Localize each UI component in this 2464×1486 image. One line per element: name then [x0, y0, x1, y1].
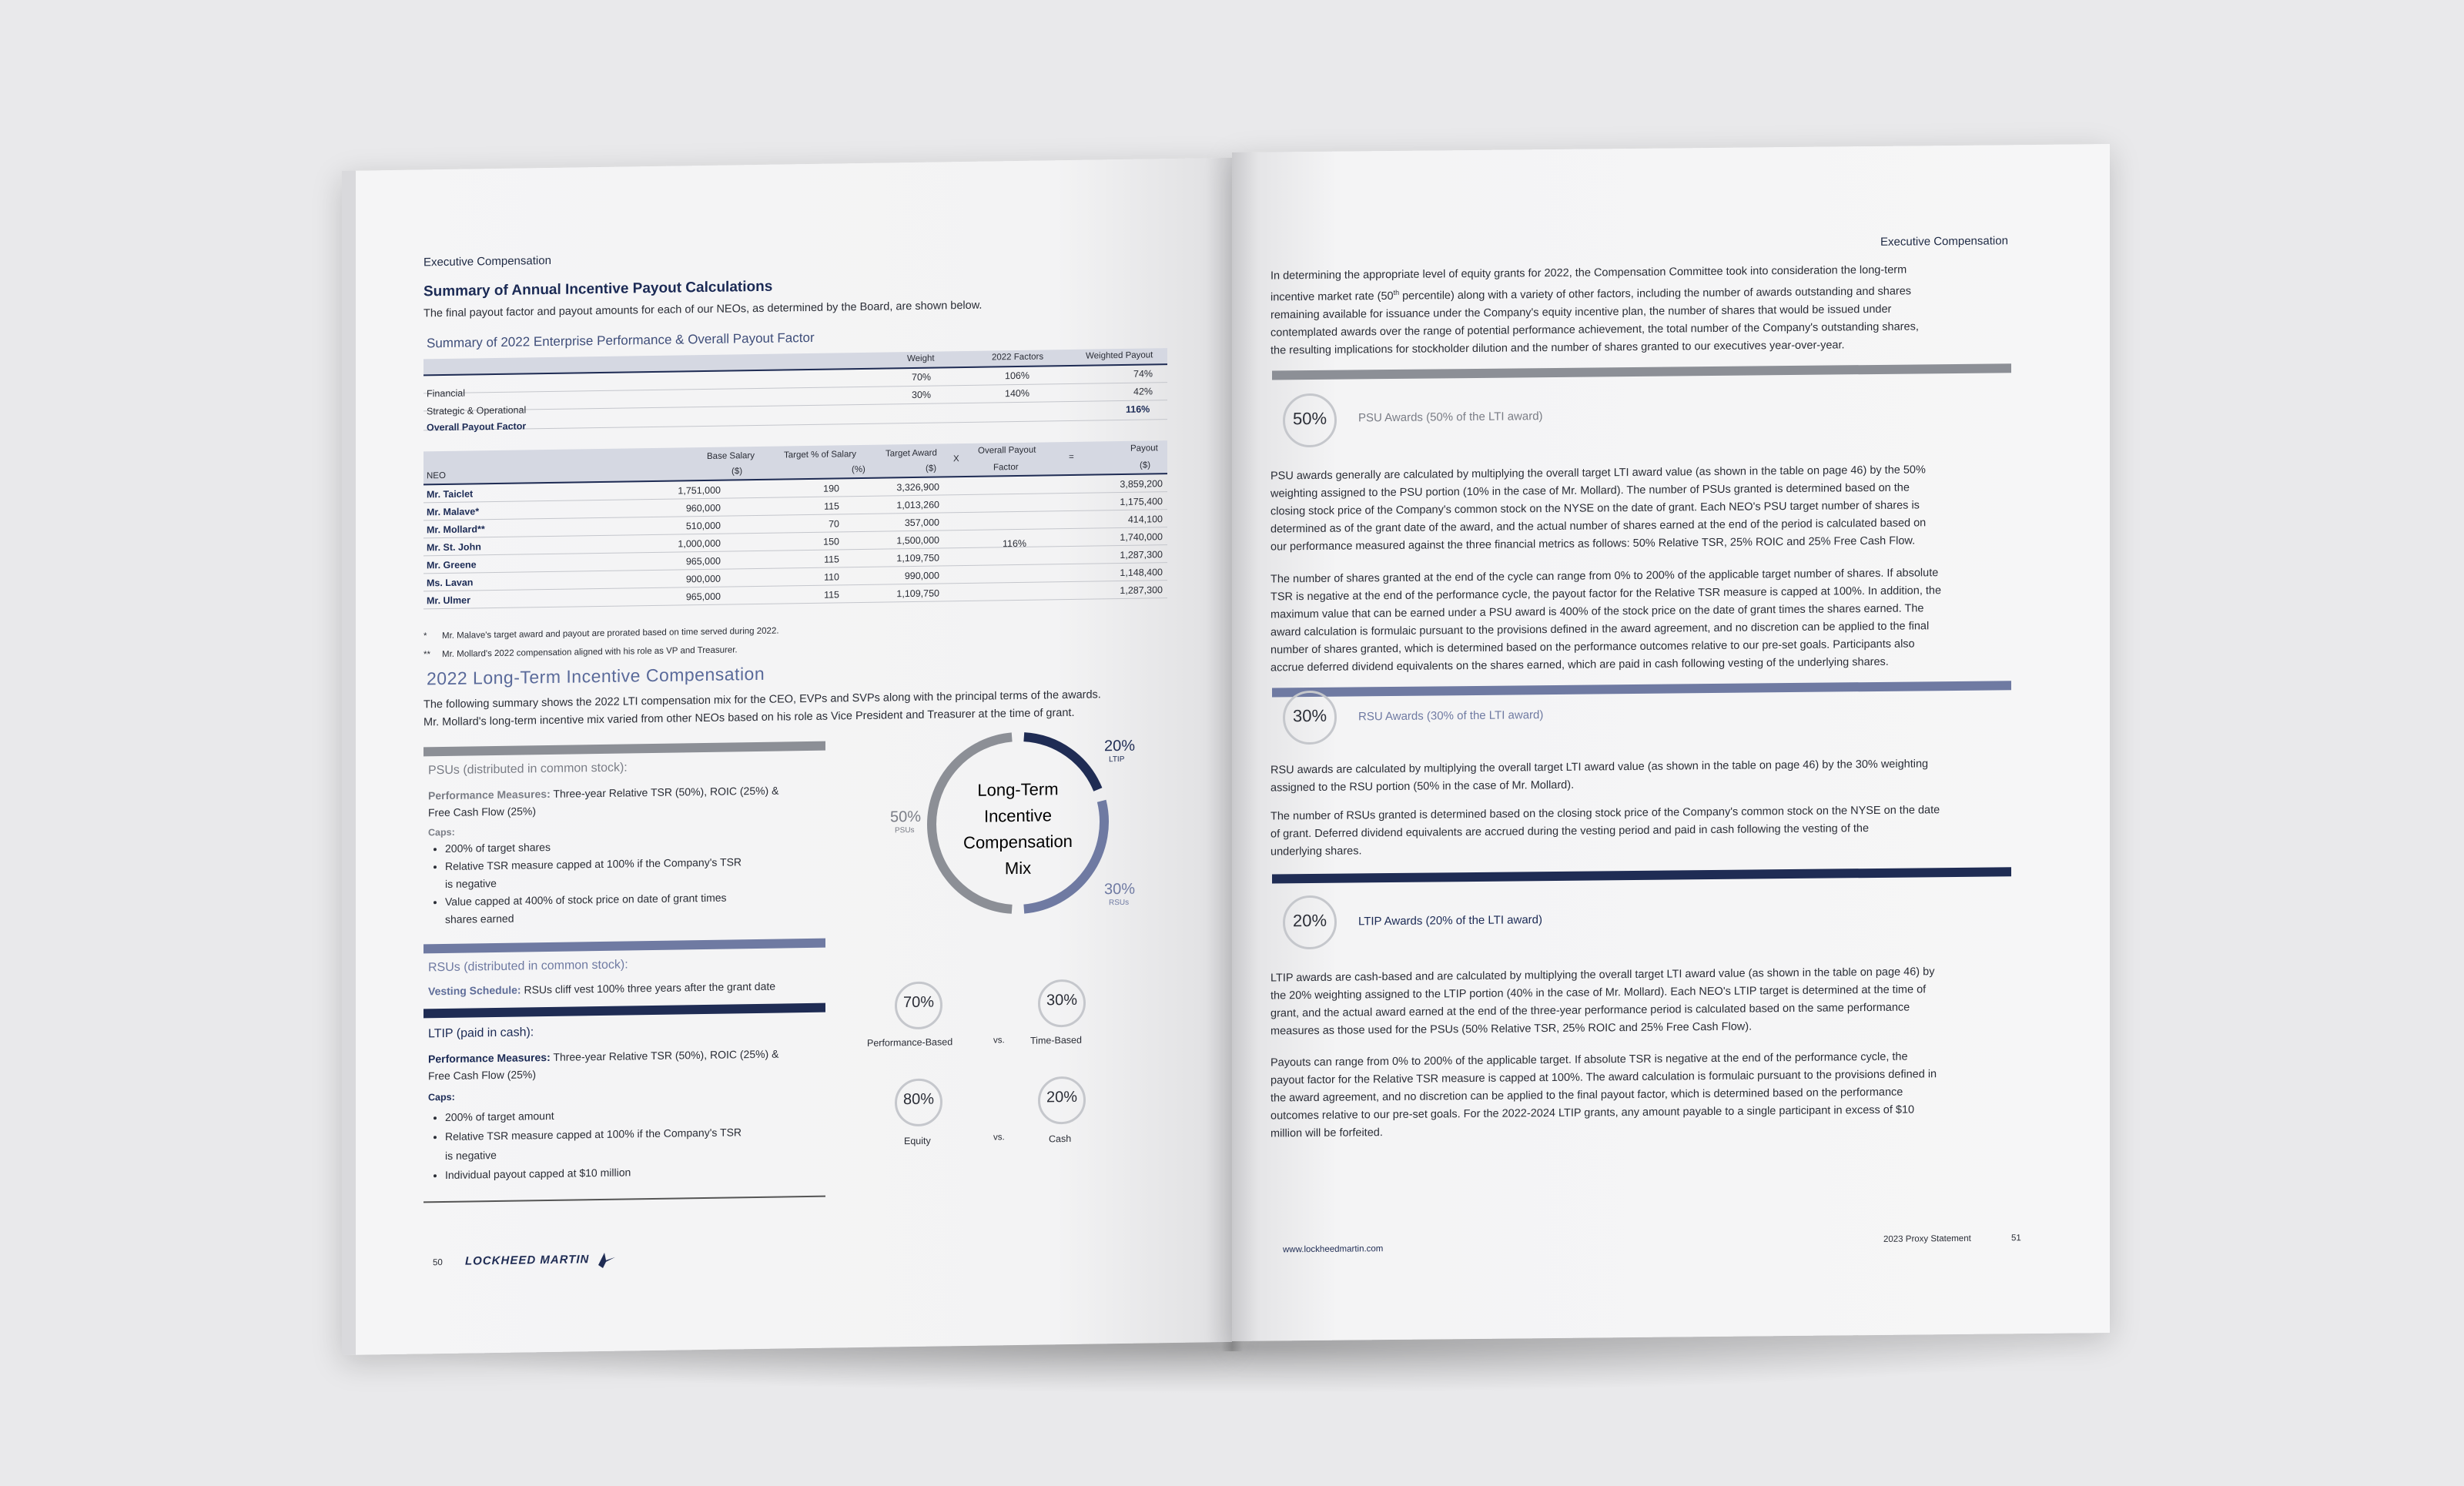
center-line-3: Compensation	[963, 831, 1073, 853]
ltip-section-bar	[1272, 867, 2011, 883]
psu-box-title: PSUs (distributed in common stock):	[428, 761, 628, 778]
page-header-right: Executive Compensation	[1880, 234, 2008, 249]
page-50: Executive Compensation Summary of Annual Incentive Payout Calculations The final payout factor and payout amounts for each of our NEOs, as determined by the Board, are shown below. Summary of 2022 Enterprise Performance & Overall Payout Factor Weight 2022 Factors Weighted Payout Financial 70% 106% 74% Strategic & Operational 30% 140% 42% Overall Payout Factor 116% NEO Base Salary ($) Target % of Salary (%) Target Award ($) X Overall Payout Factor = Payout ($) Mr. Taiclet 1,751,000 190 3,326,900 3,859,200 Mr. Malave* 960,000 115 1,013,260 1,175,400 Mr. Mollard** 510,000 70 357,000 414,100 Mr. St. John 1,000,000 150 1,500,000 1,740,000 Mr. Greene 965,000 115 1,109,750 1,287,300 Ms. Lavan 900,000 110 990,000 1,148,400 Mr. Ulmer 965,000 115 1,109,750 1,287,300 116% * Mr. Malave's target award and payout are prorated based on time served during 2022. ** Mr. Mollard's 2022 compensation aligned with his role as VP and Treasurer. 2022 Long-Term Incentive Compensation The following summary shows the 2022 LTI compensation mix for the CEO, EVPs and SVPs along with the principal terms of the awards. Mr. Mollard's long-term incentive mix varied from other NEOs based on his role as Vice President and Treasurer at the time of grant. PSUs (distributed in common stock): Performance Measures: Three-year Relative TSR (50%), ROIC (25%) & Free Cash Flow (25%) Caps: • 200% of target shares • Relative TSR measure capped at 100% if the Company's TSR is negative • Value capped at 400% of stock price on date of grant times shares earned RSUs (distributed in common stock): Vesting Schedule: RSUs cliff vest 100% three years after the grant date LTIP (paid in cash): Performance Measures: Three-year Relative TSR (50%), ROIC (25%) & Free Cash Flow (25%) Caps: • 200% of target amount • Relative TSR measure capped at 100% if the Company's TSR is negative • Individual payout capped at $10 million Long-Term Incentive Compensation Mix 20% LTIP 30% RSUs 50% PSUs 70% Performance-Based vs. 30% Time-Based 80% Equity vs. 20% Cash 50 LOCKHEED MARTIN	[342, 158, 1232, 1355]
cell-award: 1,109,750	[896, 552, 939, 564]
cell-name: Mr. Ulmer	[427, 594, 470, 607]
ltip-box: LTIP (paid in cash): Performance Measures: Three-year Relative TSR (50%), ROIC (25%) & Free Cash Flow (25%) Caps: • 200% of target amount • Relative TSR measure capped at 100% if the Company's TSR is negative • Individual payout capped at $10 million	[428, 1022, 829, 1186]
seg-psu-label: PSUs	[895, 825, 915, 835]
cell-pct: 115	[824, 554, 839, 565]
footnote-2: ** Mr. Mollard's 2022 compensation aligned with his role as VP and Treasurer.	[424, 645, 738, 660]
cell-name: Mr. Malave*	[427, 506, 480, 518]
summary-title: Summary of Annual Incentive Payout Calculations	[424, 278, 773, 300]
psu-caps: • 200% of target shares • Relative TSR measure capped at 100% if the Company's TSR is negative • Value capped at 400% of stock price on date of grant times shares earned	[428, 835, 829, 929]
cell-award: 3,326,900	[896, 481, 939, 494]
center-line-1: Long-Term	[977, 779, 1059, 800]
cell-pct: 115	[824, 589, 839, 601]
neo-table	[424, 440, 1167, 609]
rsu-paragraph-2: The number of RSUs granted is determined based on the closing stock price of the Company's common stock on the NYSE on the date of grant. Deferred dividend equivalents are accrued during the vesting period and paid in cash following the vesting of the underlying shares.	[1270, 804, 1940, 858]
rsu-bar	[424, 939, 825, 954]
ltip-paragraph-1: LTIP awards are cash-based and are calculated by multiplying the overall target LTI award value (as shown in the table on page 46) by the 20% weighting assigned to the LTIP portion (40% in the case of Mr. Mollard). Each NEO's LTIP target is determined at the time of grant, and the actual award earned at the end of the three-year performance period is calculated based on the same performance measures as those used for the PSUs (50% Relative TSR, 25% ROIC and 25% Free Cash Flow).	[1270, 966, 1935, 1038]
cell-award: 990,000	[904, 570, 939, 582]
lti-intro: The following summary shows the 2022 LTI compensation mix for the CEO, EVPs and SVPs along with the principal terms of the awards. Mr. Mollard's long-term incentive mix varied from other NEOs based on his role as Vice President and Treasurer at the time of grant.	[424, 688, 1101, 729]
cell-name: Mr. Greene	[427, 559, 477, 571]
ltip-bottom-rule	[424, 1196, 825, 1203]
lockheed-logo: LOCKHEED MARTIN	[465, 1251, 617, 1270]
seg-ltip-pct: 20%	[1104, 737, 1136, 755]
ltip-caps: • 200% of target amount • Relative TSR measure capped at 100% if the Company's TSR is negative • Individual payout capped at $10 million	[428, 1103, 829, 1186]
cell-base: 900,000	[685, 573, 721, 585]
seg-rsu-pct: 30%	[1104, 880, 1136, 899]
rsu-box: RSUs (distributed in common stock): Vesting Schedule: RSUs cliff vest 100% three years after the grant date	[428, 958, 776, 998]
footer-url[interactable]: www.lockheedmartin.com	[1283, 1244, 1384, 1255]
lti-title: 2022 Long-Term Incentive Compensation	[427, 663, 765, 689]
perf-row-strategic: Strategic & Operational 30% 140% 42%	[424, 383, 1167, 411]
perf-row-overall: Overall Payout Factor 116%	[424, 400, 1167, 430]
cell-pct: 110	[824, 571, 839, 583]
seg-ltip-label: LTIP	[1109, 755, 1125, 765]
cell-payout: 3,859,200	[1120, 478, 1163, 490]
cell-payout: 1,148,400	[1120, 567, 1163, 579]
neo-rows	[424, 474, 1167, 609]
seg-psu-pct: 50%	[890, 808, 922, 826]
cell-award: 1,109,750	[896, 587, 939, 600]
psu-measures: Performance Measures: Three-year Relative TSR (50%), ROIC (25%) & Free Cash Flow (25%)	[428, 784, 779, 819]
perf-table-header: Weight 2022 Factors Weighted Payout	[424, 348, 1167, 376]
cell-award: 1,013,260	[896, 499, 939, 511]
ltip-bar	[424, 1003, 825, 1019]
psu-paragraph-2: The number of shares granted at the end of the cycle can range from 0% to 200% of the applicable target number of shares. If absolute TSR is negative at the end of the performance cycle, the payout factor for the Relative TSR measure is capped at 100%. In addition, the maximum value that can be earned under a PSU award is 400% of the stock price on the date of grant times the shares earned. The award calculation is formulaic pursuant to the provisions defined in the award agreement, and no discretion can be applied to the final number of shares granted, which is determined based on the performance outcomes relative to our pre-set goals. Participants also accrue deferred dividend equivalents on the shares earned, which are paid in cash following vesting of the underlying shares.	[1270, 567, 1942, 674]
neo-factor-value: 116%	[1003, 537, 1027, 550]
cell-pct: 115	[824, 500, 839, 512]
psu-section-bar	[1272, 363, 2011, 380]
cell-name: Ms. Lavan	[427, 577, 474, 589]
cell-pct: 150	[823, 536, 839, 547]
seg-rsu-label: RSUs	[1109, 898, 1130, 908]
page-51: Executive Compensation In determining the appropriate level of equity grants for 2022, the Compensation Committee took into consideration the long-term incentive market rate (50th percentile) along with a variety of other factors, including the number of awards outstanding and shares remaining available for issuance under the Company's equity incentive plan, the number of shares that would be issued under contemplated awards over the range of potential performance achievement, the total number of the Company's outstanding shares, the resulting implications for stockholder dilution and the number of shares granted to our executives year-over-year. 50% PSU Awards (50% of the LTI award) PSU awards generally are calculated by multiplying the overall target LTI award value (as shown in the table on page 46) by the 50% weighting assigned to the PSU portion (10% in the case of Mr. Mollard). The number of PSUs granted is determined based on the closing stock price of the Company's common stock on the NYSE on the date of grant. Each NEO's PSU target number of shares is determined as of the grant date of the award, and the actual number of shares earned at the end of the period is calculated based on our performance measured against the three financial metrics as follows: 50% Relative TSR, 25% ROIC and 25% Free Cash Flow. The number of shares granted at the end of the cycle can range from 0% to 200% of the applicable target number of shares. If absolute TSR is negative at the end of the performance cycle, the payout factor for the Relative TSR measure is capped at 100%. In addition, the maximum value that can be earned under a PSU award is 400% of the stock price on the date of grant times the shares earned. The award calculation is formulaic pursuant to the provisions defined in the award agreement, and no discretion can be applied to the final number of shares granted, which is determined based on the performance outcomes relative to our pre-set goals. Participants also accrue deferred dividend equivalents on the shares earned, which are paid in cash following vesting of the underlying shares. 30% RSU Awards (30% of the LTI award) RSU awards are calculated by multiplying the overall target LTI award value (as shown in the table on page 46) by the 30% weighting assigned to the RSU portion (50% in the case of Mr. Mollard). The number of RSUs granted is determined based on the closing stock price of the Company's common stock on the NYSE on the date of grant. Deferred dividend equivalents are accrued during the vesting period and paid in cash following the vesting of the underlying shares. 20% LTIP Awards (20% of the LTI award) LTIP awards are cash-based and are calculated by multiplying the overall target LTI award value (as shown in the table on page 46) by the 20% weighting assigned to the LTIP portion (40% in the case of Mr. Mollard). Each NEO's LTIP target is determined at the time of grant, and the actual award earned at the end of the three-year performance period is calculated based on the same performance measures as those used for the PSUs (50% Relative TSR, 25% ROIC and 25% Free Cash Flow). Payouts can range from 0% to 200% of the applicable target. If absolute TSR is negative at the end of the performance cycle, the payout factor for the Relative TSR measure is capped at 100%. The award calculation is formulaic pursuant to the provisions defined in the award agreement, and no discretion can be applied to the final payout factor, which is determined based on the performance outcomes relative to our pre-set goals. For the 2022-2024 LTIP grants, any amount payable to a single participant in excess of $10 million will be forfeited. www.lockheedmartin.com 2023 Proxy Statement 51	[1232, 144, 2110, 1341]
cell-name: Mr. Mollard**	[427, 524, 485, 536]
cell-base: 960,000	[685, 502, 721, 514]
lti-mix-chart	[879, 728, 1172, 964]
cell-award: 1,500,000	[896, 534, 939, 547]
footnotes	[424, 622, 779, 664]
perf-table	[424, 348, 1167, 433]
cell-base: 1,751,000	[678, 484, 721, 497]
cell-award: 357,000	[904, 517, 939, 529]
star-icon	[594, 1251, 617, 1268]
ltip-section-title: LTIP Awards (20% of the LTI award)	[1358, 913, 1543, 929]
page-number-left: 50	[433, 1258, 443, 1268]
intro-paragraph: In determining the appropriate level of equity grants for 2022, the Compensation Committee took into consideration the long-term incentive market rate (50th percentile) along with a variety of other factors, including the number of awards outstanding and shares remaining available for issuance under the Company's equity incentive plan, the number of shares that would be issued under contemplated awards over the range of potential performance achievement, the total number of the Company's outstanding shares, the resulting implications for stockholder dilution and the number of shares granted to our executives year-over-year.	[1270, 263, 1919, 357]
cell-payout: 1,175,400	[1120, 496, 1163, 508]
rsu-section-title: RSU Awards (30% of the LTI award)	[1358, 708, 1544, 724]
cell-name: Mr. Taiclet	[427, 488, 474, 500]
page-header: Executive Compensation	[424, 253, 551, 269]
center-line-4: Mix	[1004, 858, 1032, 879]
footnote-1: * Mr. Malave's target award and payout are prorated based on time served during 2022.	[424, 626, 779, 641]
summary-intro: The final payout factor and payout amounts for each of our NEOs, as determined by the Board, are shown below.	[424, 299, 983, 320]
psu-paragraph-1: PSU awards generally are calculated by multiplying the overall target LTI award value (as shown in the table on page 46) by the 50% weighting assigned to the PSU portion (10% in the case of Mr. Mollard). The number of PSUs granted is determined based on the closing stock price of the Company's common stock on the NYSE on the date of grant. Each NEO's PSU target number of shares is determined as of the grant date of the award, and the actual number of shares earned at the end of the period is calculated based on our performance measured against the three financial metrics as follows: 50% Relative TSR, 25% ROIC and 25% Free Cash Flow.	[1270, 464, 1927, 554]
cell-base: 510,000	[685, 520, 721, 532]
perf-row-financial: Financial 70% 106% 74%	[424, 365, 1167, 393]
psu-bar	[424, 741, 825, 757]
center-line-2: Incentive	[983, 805, 1053, 826]
cell-base: 965,000	[685, 591, 721, 603]
cell-base: 1,000,000	[678, 537, 721, 550]
neo-table-header: NEO Base Salary ($) Target % of Salary (%) Target Award ($) X Overall Payout Factor = Payout ($)	[424, 440, 1167, 485]
cell-base: 965,000	[685, 555, 721, 567]
cell-payout: 1,287,300	[1120, 584, 1163, 597]
cell-name: Mr. St. John	[427, 541, 481, 554]
rsu-paragraph-1: RSU awards are calculated by multiplying the overall target LTI award value (as shown in the table on page 46) by the 30% weighting assigned to the RSU portion (50% in the case of Mr. Mollard).	[1270, 758, 1929, 795]
page-number-right: 51	[2011, 1233, 2021, 1243]
cell-pct: 70	[829, 518, 839, 530]
cell-pct: 190	[823, 483, 839, 494]
psu-box: PSUs (distributed in common stock): Performance Measures: Three-year Relative TSR (50%), ROIC (25%) & Free Cash Flow (25%) Caps: • 200% of target shares • Relative TSR measure capped at 100% if the Company's TSR is negative • Value capped at 400% of stock price on date of grant times shares earned	[428, 758, 829, 929]
ltip-paragraph-2: Payouts can range from 0% to 200% of the applicable target. If absolute TSR is negative at the end of the performance cycle, the payout factor for the Relative TSR measure is capped at 100%. The award calculation is formulaic pursuant to the provisions defined in the award agreement, and no discretion can be applied to the final payout factor, which is determined based on the performance outcomes relative to our pre-set goals. For the 2022-2024 LTIP grants, any amount payable to a single participant in excess of $10 million will be forfeited.	[1270, 1050, 1937, 1140]
cell-payout: 414,100	[1127, 514, 1163, 525]
cell-payout: 1,287,300	[1120, 549, 1163, 561]
rsu-section-bar	[1272, 681, 2011, 697]
perf-table-title: Summary of 2022 Enterprise Performance & Overall Payout Factor	[427, 330, 815, 351]
footer-doc: 2023 Proxy Statement	[1883, 1233, 1971, 1244]
cell-payout: 1,740,000	[1120, 531, 1163, 544]
psu-section-title: PSU Awards (50% of the LTI award)	[1358, 410, 1543, 425]
